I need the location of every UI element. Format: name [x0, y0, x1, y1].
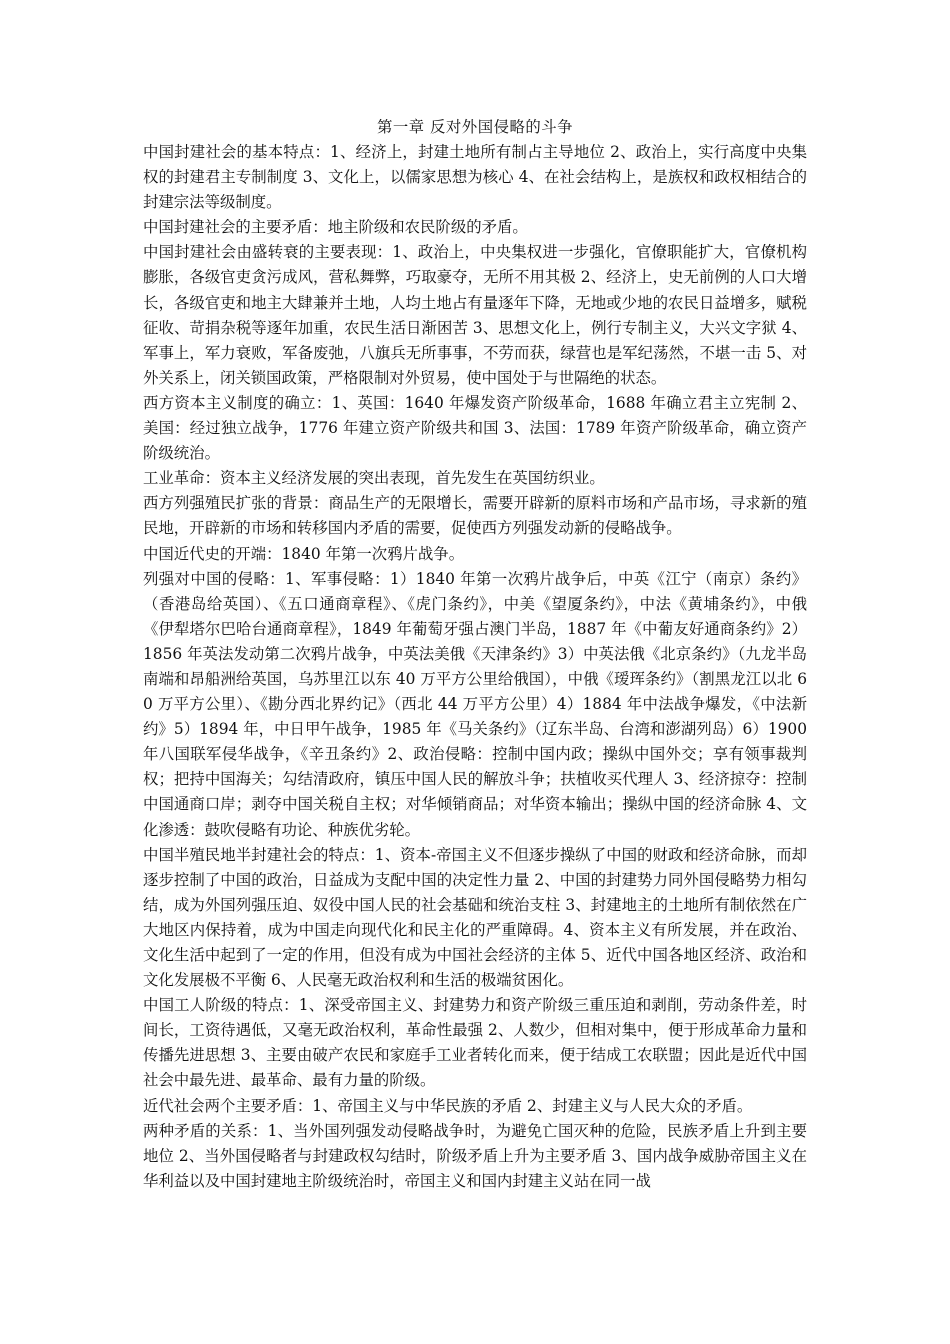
paragraph-two-contradictions: 近代社会两个主要矛盾：1、帝国主义与中华民族的矛盾 2、封建主义与人民大众的矛盾。: [143, 1096, 753, 1115]
document-page: [143, 114, 807, 1194]
paragraph-semi-colonial-features: 中国半殖民地半封建社会的特点：1、资本-帝国主义不但逐步操纵了中国的财政和经济命脉，而却逐步控制了中国的政治，日益成为支配中国的决定性力量 2、中国的封建势力同外国侵略势力相勾结，成为外国列强压迫、奴役中国人民的社会基础和统治支柱 3、封建地主的土地所有制依然在广大地区内保持着，成为中国走向现代化和民主化的严重障碍。4、资本主义有所发展，并在政治、文化生活中起到了一定的作用，但没有成为中国社会经济的主体 5、近代中国各地区经济、政治和文化发展极不平衡 6、人民毫无政治权利和生活的极端贫困化。: [143, 845, 807, 990]
chapter-title: 第一章 反对外国侵略的斗争: [376, 118, 574, 136]
paragraph-decline: 中国封建社会由盛转衰的主要表现：1、政治上，中央集权进一步强化，官僚职能扩大，官僚机构膨胀，各级官吏贪污成风，营私舞弊，巧取豪夺，无所不用其极 2、经济上，史无前例的人口大增长，各级官吏和地主大肆兼并土地，人均土地占有量逐年下降，无地或少地的农民日益增多，赋税征收、苛捐杂税等逐年加重，农民生活日渐困苦 3、思想文化上，例行专制主义，大兴文字狱 4、军事上，军力衰败，军备废弛，八旗兵无所事事，不劳而获，绿营也是军纪荡然，不堪一击 5、对外关系上，闭关锁国政策，严格限制对外贸易，使中国处于与世隔绝的状态。: [143, 243, 807, 387]
paragraph-feudal-features: 中国封建社会的基本特点：1、经济上，封建土地所有制占主导地位 2、政治上，实行高度中央集权的封建君主专制制度 3、文化上，以儒家思想为核心 4、在社会结构上，是族权和政权相结合的封建宗法等级制度。: [143, 143, 807, 212]
paragraph-invasions: 列强对中国的侵略：1、军事侵略：1）1840 年第一次鸦片战争后，中英《江宁（南京）条约》（香港岛给英国）、《五口通商章程》、《虎门条约》，中美《望厦条约》，中法《黄埔条约》，中俄《伊犁塔尔巴哈台通商章程》，1849 年葡萄牙强占澳门半岛，1887 年《中葡友好通商条约》2）1856 年英法发动第二次鸦片战争，中英法美俄《天津条约》3）中英法俄《北京条约》（九龙半岛南端和昂船洲给英国，乌苏里江以东 40 万平方公里给俄国），中俄《瑷珲条约》（割黑龙江以北 60 万平方公里）、《勘分西北界约记》（西北 44 万平方公里）4）1884 年中法战争爆发，《中法新约》5）1894 年，中日甲午战争，1985 年《马关条约》（辽东半岛、台湾和澎湖列岛）6）1900 年八国联军侵华战争，《辛丑条约》2、政治侵略：控制中国内政；操纵中国外交；享有领事裁判权；把持中国海关；勾结清政府，镇压中国人民的解放斗争；扶植收买代理人 3、经济掠夺：控制中国通商口岸；剥夺中国关税自主权；对华倾销商品；对华资本输出；操纵中国的经济命脉 4、文化渗透：鼓吹侵略有功论、种族优劣轮。: [143, 569, 807, 839]
paragraph-working-class: 中国工人阶级的特点：1、深受帝国主义、封建势力和资产阶级三重压迫和剥削，劳动条件差，时间长，工资待遇低，又毫无政治权利，革命性最强 2、人数少，但相对集中，便于形成革命力量和传播先进思想 3、主要由破产农民和家庭手工业者转化而来，便于结成工农联盟；因此是近代中国社会中最先进、最革命、最有力量的阶级。: [143, 996, 807, 1090]
paragraph-contradiction-relations: 两种矛盾的关系：1、当外国列强发动侵略战争时，为避免亡国灭种的危险，民族矛盾上升到主要地位 2、当外国侵略者与封建政权勾结时，阶级矛盾上升为主要矛盾 3、国内战争威胁帝国主义在华利益以及中国封建地主阶级统治时，帝国主义和国内封建主义站在同一战: [143, 1121, 807, 1190]
paragraph-colonial-expansion: 西方列强殖民扩张的背景：商品生产的无限增长，需要开辟新的原料市场和产品市场，寻求新的殖民地，开辟新的市场和转移国内矛盾的需要，促使西方列强发动新的侵略战争。: [143, 494, 807, 538]
paragraph-main-contradiction: 中国封建社会的主要矛盾：地主阶级和农民阶级的矛盾。: [143, 218, 528, 237]
paragraph-modern-history-start: 中国近代史的开端：1840 年第一次鸦片战争。: [143, 544, 465, 563]
paragraph-industrial-revolution: 工业革命：资本主义经济发展的突出表现，首先发生在英国纺织业。: [143, 469, 605, 488]
paragraph-western-capitalism: 西方资本主义制度的确立：1、英国：1640 年爆发资产阶级革命，1688 年确立君主立宪制 2、美国：经过独立战争，1776 年建立资产阶级共和国 3、法国：1789 年资产阶级革命，确立资产阶级统治。: [143, 393, 807, 463]
